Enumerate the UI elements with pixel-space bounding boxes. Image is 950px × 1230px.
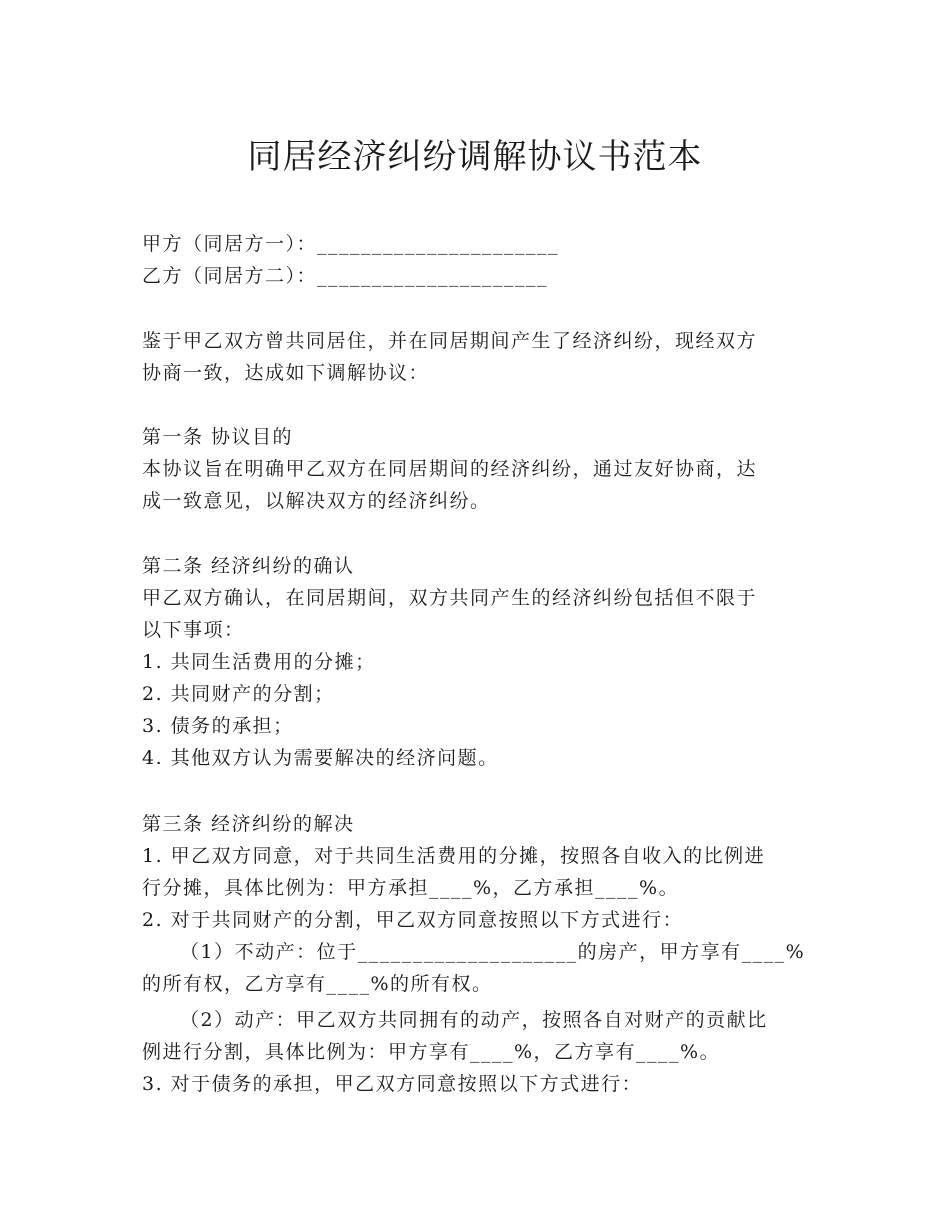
article-2-item-2: 2. 共同财产的分割； bbox=[142, 683, 335, 705]
preamble-line-1: 鉴于甲乙双方曾共同居住，并在同居期间产生了经济纠纷，现经双方 bbox=[142, 330, 758, 352]
party-a-line: 甲方（同居方一）：______________________ bbox=[142, 233, 560, 255]
article-1-line-1: 本协议旨在明确甲乙双方在同居期间的经济纠纷，通过友好协商，达 bbox=[142, 458, 758, 480]
article-3-item-2-sub-2-line-2: 例进行分割，具体比例为：甲方享有____%，乙方享有____%。 bbox=[142, 1041, 721, 1063]
article-3-item-2: 2. 对于共同财产的分割，甲乙双方同意按照以下方式进行： bbox=[142, 909, 684, 931]
party-b-line: 乙方（同居方二）：_____________________ bbox=[142, 265, 549, 287]
article-3-item-1-line-1: 1. 甲乙双方同意，对于共同生活费用的分摊，按照各自收入的比例进 bbox=[142, 845, 766, 867]
preamble-line-2: 协商一致，达成如下调解协议： bbox=[142, 362, 430, 384]
article-2-item-4: 4. 其他双方认为需要解决的经济问题。 bbox=[142, 747, 499, 769]
article-3-item-2-sub-1-line-2: 的所有权，乙方享有____%的所有权。 bbox=[142, 973, 493, 995]
article-1-line-2: 成一致意见，以解决双方的经济纠纷。 bbox=[142, 490, 491, 512]
article-2-line-1: 甲乙双方确认，在同居期间，双方共同产生的经济纠纷包括但不限于 bbox=[142, 587, 758, 609]
article-2-heading: 第二条 经济纠纷的确认 bbox=[142, 555, 355, 577]
article-3-item-2-sub-1-line-1: （1）不动产：位于____________________的房产，甲方享有____% bbox=[180, 941, 806, 963]
article-2-item-1: 1. 共同生活费用的分摊； bbox=[142, 651, 376, 673]
article-3-item-2-sub-2-line-1: （2）动产：甲乙双方共同拥有的动产，按照各自对财产的贡献比 bbox=[180, 1009, 768, 1031]
article-2-line-2: 以下事项： bbox=[142, 619, 245, 641]
article-1-heading: 第一条 协议目的 bbox=[142, 426, 294, 448]
article-3-heading: 第三条 经济纠纷的解决 bbox=[142, 813, 355, 835]
article-2-item-3: 3. 债务的承担； bbox=[142, 715, 294, 737]
article-3-item-3: 3. 对于债务的承担，甲乙双方同意按照以下方式进行： bbox=[142, 1073, 643, 1095]
document-title: 同居经济纠纷调解协议书范本 bbox=[247, 137, 703, 177]
article-3-item-1-line-2: 行分摊，具体比例为：甲方承担____%，乙方承担____%。 bbox=[142, 877, 680, 899]
